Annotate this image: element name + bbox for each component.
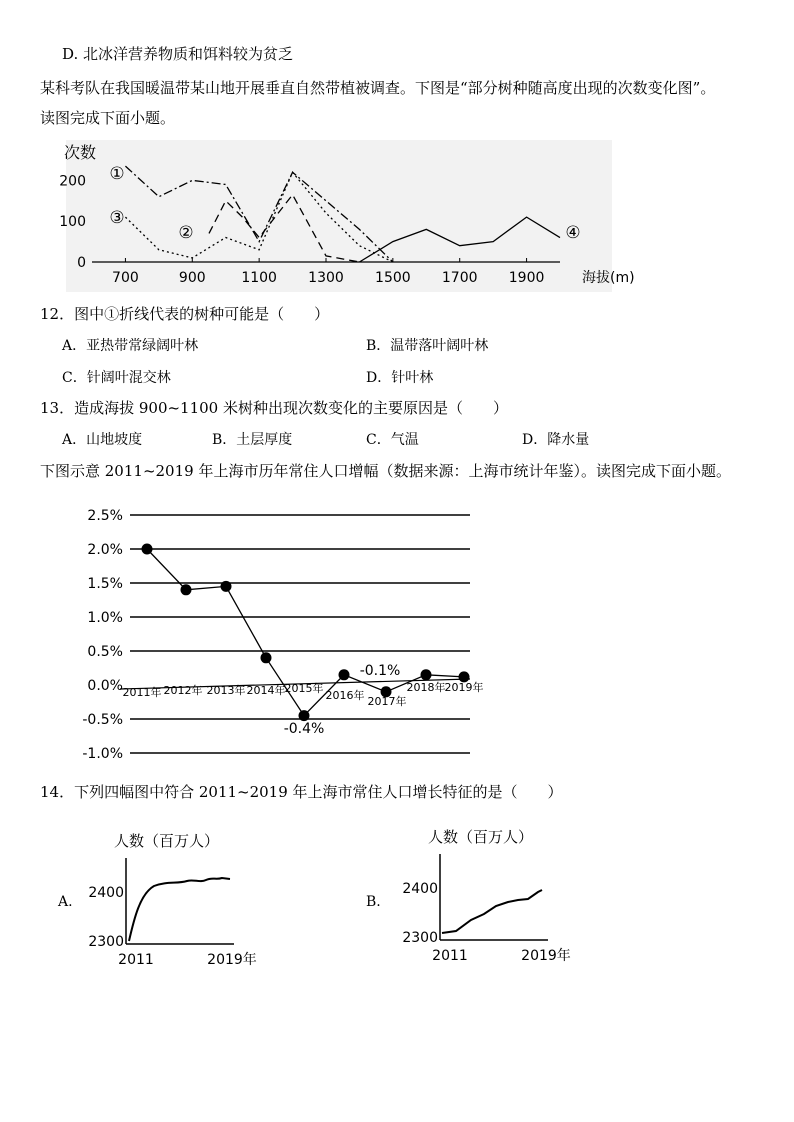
option-chart-y-tick: 2300 <box>88 934 124 950</box>
chart2-x-tick: 2017年 <box>367 695 407 708</box>
chart2-x-tick: 2016年 <box>325 689 365 702</box>
chart1-x-tick: 700 <box>112 270 139 286</box>
option-chart-x-tick: 2011 <box>432 948 468 964</box>
chart1-x-title: 海拔(m) <box>582 270 635 286</box>
population-growth-chart <box>80 500 500 760</box>
chart2-point-2011年 <box>142 544 153 555</box>
chart2-annotation: -0.4% <box>283 721 325 737</box>
intro-paragraph-1-cont: 读图完成下面小题。 <box>40 109 176 127</box>
tree-species-chart <box>59 138 635 298</box>
option-chart-y-tick: 2400 <box>402 881 438 897</box>
option-chart-y-tick: 2300 <box>402 930 438 946</box>
q12-option-d[interactable]: D．针叶林 <box>366 370 434 386</box>
q14-stem: 14．下列四幅图中符合 2011~2019 年上海市常住人口增长特征的是（ ） <box>40 783 563 801</box>
chart1-y-tick: 0 <box>77 255 86 271</box>
chart1-x-tick: 1300 <box>308 270 344 286</box>
chart2-point-2015年 <box>299 710 310 721</box>
chart1-series-label: ② <box>178 223 194 243</box>
chart2-x-tick: 2019年 <box>444 681 484 694</box>
option-chart-curve <box>442 890 542 933</box>
chart2-point-2016年 <box>339 669 350 680</box>
chart2-y-tick: 0.5% <box>87 644 123 660</box>
chart1-series-2 <box>209 195 359 262</box>
chart1-series-1 <box>125 166 392 262</box>
q13-option-d[interactable]: D．降水量 <box>522 432 590 448</box>
q13-option-b[interactable]: B．土层厚度 <box>212 432 293 448</box>
chart1-x-tick: 1900 <box>508 270 545 286</box>
chart2-y-tick: -0.5% <box>82 712 123 728</box>
q12-option-a[interactable]: A．亚热带常绿阔叶林 <box>62 338 199 354</box>
intro-paragraph-2: 下图示意 2011~2019 年上海市历年常住人口增幅（数据来源：上海市统计年鉴）。读图完成下面小题。 <box>40 462 731 480</box>
chart2-annotation: -0.1% <box>359 663 401 679</box>
chart1-y-tick: 100 <box>59 214 86 231</box>
chart2-y-tick: 2.0% <box>87 542 123 558</box>
chart2-x-tick: 2011年 <box>122 686 162 699</box>
q13-option-c[interactable]: C．气温 <box>366 432 419 448</box>
chart2-point-2014年 <box>261 652 272 663</box>
q14-option-b-label[interactable]: B. <box>366 894 381 910</box>
chart2-point-2018年 <box>421 669 432 680</box>
option-chart-curve <box>129 878 230 941</box>
chart2-x-tick: 2015年 <box>284 682 324 695</box>
q12-option-b[interactable]: B．温带落叶阔叶林 <box>366 338 489 354</box>
chart2-y-tick: -1.0% <box>82 746 123 762</box>
option-chart-x-tick: 2019年 <box>521 948 571 964</box>
chart2-y-tick: 1.5% <box>87 576 123 592</box>
intro-paragraph-1: 某科考队在我国暖温带某山地开展垂直自然带植被调查。下图是“部分树种随高度出现的次数变化图”。 <box>40 79 716 97</box>
option-chart-y-tick: 2400 <box>88 885 124 901</box>
chart2-x-tick: 2014年 <box>246 684 286 697</box>
option-chart-x-tick: 2019年 <box>207 952 257 968</box>
q12-stem: 12．图中①折线代表的树种可能是（ ） <box>40 305 330 323</box>
chart1-y-title: 次数 <box>64 143 97 162</box>
chart1-series-label: ① <box>109 164 125 184</box>
chart2-x-tick: 2018年 <box>406 681 446 694</box>
chart1-y-tick: 200 <box>59 173 86 190</box>
option-chart-x-tick: 2011 <box>118 952 154 968</box>
option-chart-y-title: 人数（百万人） <box>114 832 220 850</box>
q12-option-c[interactable]: C．针阔叶混交林 <box>62 370 171 386</box>
chart1-x-tick: 900 <box>178 270 206 286</box>
option-a-population-chart[interactable] <box>82 824 262 974</box>
chart2-x-tick: 2013年 <box>206 684 246 697</box>
option-d-previous: D. 北冰洋营养物质和饵料较为贫乏 <box>62 45 294 63</box>
chart2-point-2013年 <box>221 581 232 592</box>
chart2-y-tick: 1.0% <box>87 610 123 626</box>
option-b-population-chart[interactable] <box>396 820 576 970</box>
chart2-y-tick: 2.5% <box>87 508 123 524</box>
option-chart-y-title: 人数（百万人） <box>428 828 534 846</box>
chart1-x-tick: 1700 <box>441 270 478 286</box>
q13-stem: 13．造成海拔 900~1100 米树种出现次数变化的主要原因是（ ） <box>40 399 508 417</box>
chart1-x-tick: 1500 <box>375 270 411 286</box>
q14-option-a-label[interactable]: A. <box>58 894 73 910</box>
chart1-series-4 <box>359 217 560 262</box>
chart1-series-label: ③ <box>109 208 125 228</box>
chart1-x-tick: 1100 <box>241 270 277 286</box>
chart2-x-tick: 2012年 <box>163 684 203 697</box>
chart2-y-tick: 0.0% <box>87 678 123 694</box>
chart1-series-label: ④ <box>565 223 581 243</box>
q13-option-a[interactable]: A．山地坡度 <box>62 432 143 448</box>
chart2-point-2012年 <box>181 584 192 595</box>
chart1-series-3 <box>125 172 392 262</box>
